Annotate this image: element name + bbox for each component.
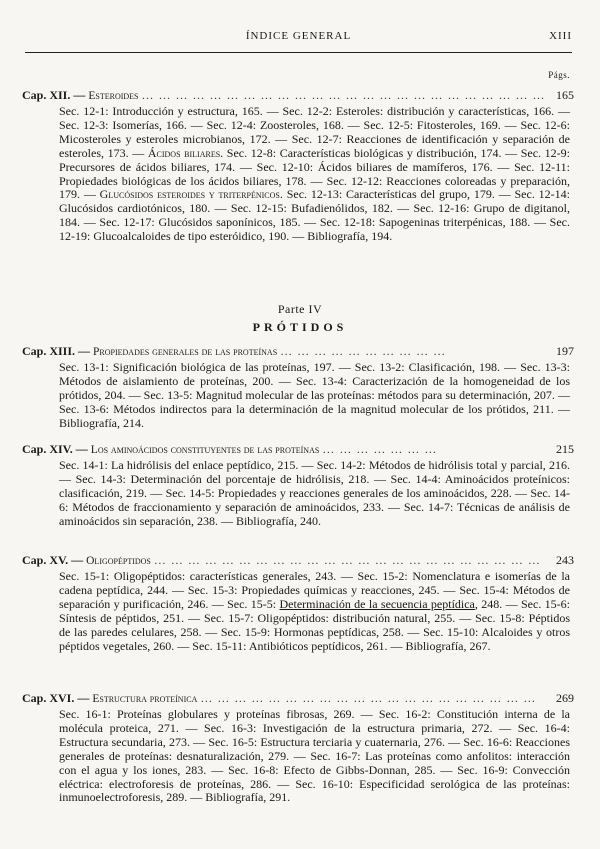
- chapter-entry-xvi: [22, 691, 574, 805]
- chapter-number: Cap. XIII. —: [22, 344, 91, 358]
- leader-dots: … … … … … … … … … … … … … … … … … … … …: [200, 691, 537, 705]
- part-label: Parte IV: [277, 302, 323, 316]
- chapter-page: 165: [552, 88, 574, 102]
- leader-dots: … … … … … … … … … …: [280, 344, 447, 358]
- chapter-sections: Sec. 16-1: Proteínas globulares y proteínas fibrosas, 269. — Sec. 16-2: Constitución interna de la molécula proteica, 271. — Sec. 16-3: Investigación de la estructura primaria, 272. — Sec. 16-4: Estructura secundaria, 273. — Sec. 16-5: Estructura terciaria y cuaternaria, 276. — Sec. 16-6: Reacciones generales de proteínas: desnaturalización, 279. — Sec. 16-7: Las proteínas como anfolitos: interacción con el agua y los iones, 283. — Sec. 16-8: Efecto de Gibbs-Donnan, 285. — Sec. 16-9: Convección eléctrica: electroforesis de proteínas, 286. — Sec. 16-10: Especificidad serológica de las proteínas: inmunoelectroforesis, 289. — Bibliografía, 291.: [59, 707, 570, 805]
- chapter-sections: Sec. 13-1: Significación biológica de las proteínas, 197. — Sec. 13-2: Clasificación, 198. — Sec. 13-3: Métodos de aislamiento de proteínas, 200. — Sec. 13-4: Caracterización de la homogeneidad de los prótidos, 204. — Sec. 13-5: Magnitud molecular de las proteínas: métodos para su determinación, 207. — Sec. 13-6: Métodos indirectos para la determinación de la magnitud molecular de los prótidos, 211. — Bibliografía, 214.: [59, 360, 570, 430]
- subheading: Ácidos biliares: [147, 145, 221, 160]
- pages-column-label: Págs.: [548, 70, 570, 80]
- chapter-entry-xii: [22, 88, 574, 244]
- subheading: Glucósidos esteroides y triterpénicos: [99, 187, 280, 202]
- chapter-sections: Sec. 15-1: Oligopéptidos: características generales, 243. — Sec. 15-2: Nomenclatura e isomerías de la cadena peptídica, 244. — Sec. 15-3: Propiedades químicas y reacciones, 245. — Sec. 15-4: Métodos de separación y purificación, 246. — Sec. 15-5: Determinación de la secuencia peptídica, 248. — Sec. 15-6: Síntesis de péptidos, 251. — Sec. 15-7: Oligopéptidos: distribución natural, 255. — Sec. 15-8: Péptidos de las paredes celulares, 258. — Sec. 15-9: Hormonas peptídicas, 258. — Sec. 15-10: Alcaloides y otros péptidos vegetales, 260. — Sec. 15-11: Antibióticos peptídicos, 261. — Bibliografía, 267.: [59, 569, 571, 653]
- page-number: XIII: [549, 30, 572, 42]
- leader-dots: … … … … … … … … … … … … … … … … … … … … … … … …: [141, 88, 546, 102]
- chapter-title: Esteroides: [88, 90, 139, 102]
- leader-dots: … … … … … … … … … … … … … … … … … … … … … … …: [153, 553, 541, 567]
- chapter-number: Cap. XVI. —: [22, 691, 90, 705]
- running-header: [25, 30, 572, 50]
- chapter-entry-xv: [22, 553, 574, 653]
- chapter-page: 197: [552, 344, 574, 358]
- chapter-entry-xiv: [22, 442, 574, 529]
- chapter-title: Oligopéptidos: [86, 555, 151, 567]
- leader-dots: … … … … … … …: [322, 442, 438, 456]
- chapter-number: Cap. XIV. —: [22, 442, 88, 456]
- running-title: ÍNDICE GENERAL: [245, 30, 352, 42]
- chapter-sections: Sec. 12-1: Introducción y estructura, 165. — Sec. 12-2: Esteroles: distribución y características, 166. — Sec. 12-3: Isomerías, 166. — Sec. 12-4: Zoosteroles, 168. — Sec. 12-5: Fitosteroles, 169. — Sec. 12-6: Micosteroles y esteroles microbianos, 172. — Sec. 12-7: Reacciones de identificación y separación de esteroles, 173. — Ácidos biliares. Sec. 12-8: Características biológicas y distribución, 174. — Sec. 12-9: Precursores de ácidos biliares, 174. — Sec. 12-10: Ácidos biliares de mamíferos, 176. — Sec. 12-11: Propiedades biológicas de los ácidos biliares, 178. — Sec. 12-12: Reacciones coloreadas y preparación, 179. — Glucósidos esteroides y triterpénicos. Sec. 12-13: Características del grupo, 179. — Sec. 12-14: Glucósidos cardiotónicos, 180. — Sec. 12-15: Bufadienólidos, 182. — Sec. 12-16: Grupo de digitanol, 184. — Sec. 12-17: Glucósidos saponínicos, 185. — Sec. 12-18: Sapogeninas triterpénicas, 188. — Sec. 12-19: Glucoalcaloides de tipo esteróidico, 190. — Bibliografía, 194.: [59, 104, 570, 244]
- chapter-title: Propiedades generales de las proteínas: [93, 346, 278, 358]
- part-title: PRÓTIDOS: [252, 320, 348, 334]
- chapter-sections: Sec. 14-1: La hidrólisis del enlace peptídico, 215. — Sec. 14-2: Métodos de hidrólisis total y parcial, 216. — Sec. 14-3: Determinación del porcentaje de hidrólisis, 218. — Sec. 14-4: Aminoácidos proteínicos: clasificación, 219. — Sec. 14-5: Propiedades y reacciones generales de los aminoácidos, 228. — Sec. 14-6: Métodos de fraccionamiento y separación de aminoácidos, 233. — Sec. 14-7: Técnicas de análisis de aminoácidos sin separación, 238. — Bibliografía, 240.: [59, 458, 570, 528]
- chapter-title: Los aminoácidos constituyentes de las proteínas: [90, 444, 320, 456]
- chapter-page: 269: [552, 691, 574, 705]
- chapter-page: 243: [552, 553, 574, 567]
- header-rule: [25, 52, 572, 53]
- chapter-number: Cap. XII. —: [22, 88, 86, 102]
- chapter-entry-xiii: [22, 344, 574, 431]
- chapter-page: 215: [552, 442, 574, 456]
- chapter-title: Estructura proteínica: [92, 693, 198, 705]
- chapter-number: Cap. XV. —: [22, 553, 84, 567]
- underlined-text: Determinación de la secuencia peptídica: [279, 596, 475, 611]
